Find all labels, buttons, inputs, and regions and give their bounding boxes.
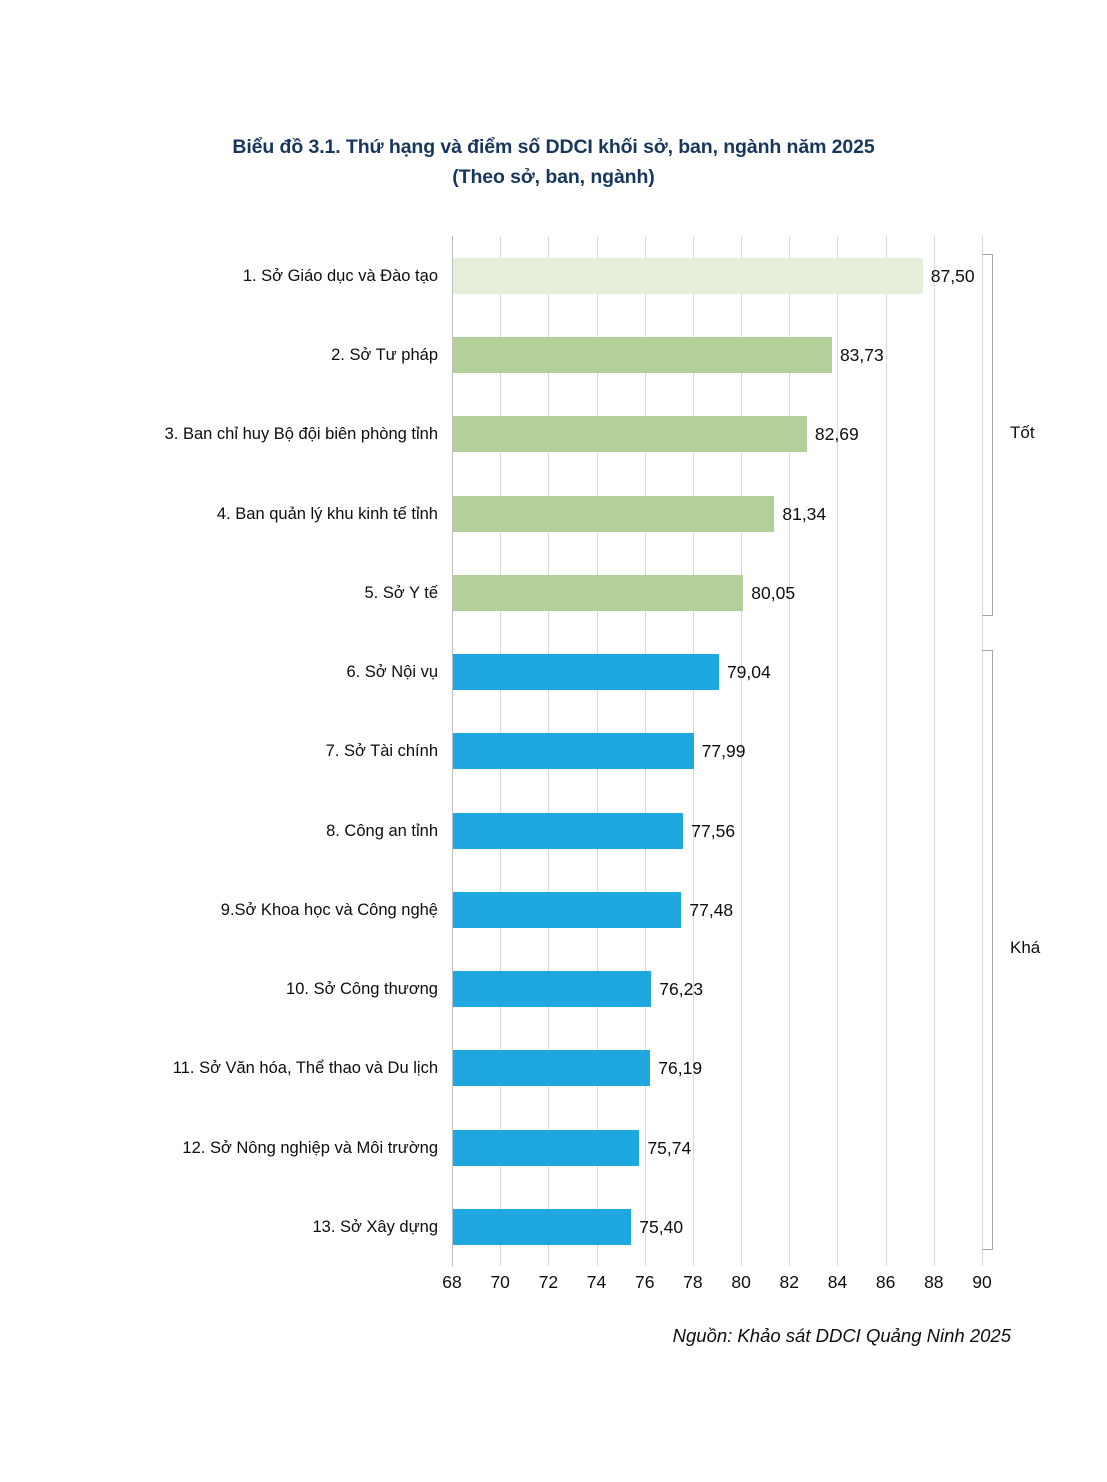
category-label: 13. Sở Xây dựng [312, 1217, 438, 1236]
bar-value-label: 75,74 [647, 1137, 692, 1158]
page-subtitle: (Theo sở, ban, ngành) [452, 166, 655, 188]
bar [453, 258, 923, 294]
bar-value-label: 77,48 [689, 899, 734, 920]
chart-row [364, 553, 982, 632]
bar-value-label: 77,56 [691, 820, 736, 841]
chart-row [286, 949, 982, 1028]
bar [453, 575, 743, 611]
x-tick-label: 88 [924, 1272, 944, 1292]
bar [453, 1209, 631, 1245]
bar-value-label: 76,23 [659, 979, 704, 1000]
bar-value-label: 82,69 [814, 424, 859, 445]
category-label: 7. Sở Tài chính [325, 742, 438, 761]
chart-row [172, 1028, 982, 1107]
chart-row [346, 632, 982, 711]
chart-row [242, 236, 982, 315]
bar-value-label: 83,73 [839, 345, 884, 366]
chart-title-block [0, 132, 1107, 192]
category-label: 5. Sở Y tế [364, 583, 438, 602]
bar-value-label: 87,50 [930, 266, 975, 286]
x-tick-label: 84 [827, 1272, 848, 1292]
bar [453, 971, 651, 1007]
bar [453, 496, 774, 532]
x-tick-label: 86 [875, 1272, 896, 1292]
chart-row [164, 394, 982, 473]
x-tick-label: 82 [779, 1272, 799, 1292]
category-label: 4. Ban quản lý khu kinh tế tỉnh [216, 504, 438, 523]
category-label: 12. Sở Nông nghiệp và Môi trường [182, 1138, 438, 1157]
bar-value-label: 79,04 [726, 662, 771, 683]
group-label: Tốt [1010, 423, 1035, 443]
page-title: Biểu đồ 3.1. Thứ hạng và điểm số DDCI khối sở, ban, ngành năm 2025 [232, 136, 875, 158]
group-bracket [982, 650, 993, 1250]
bar [453, 416, 807, 452]
chart-row [326, 791, 982, 870]
category-label: 1. Sở Giáo dục và Đào tạo [242, 267, 438, 285]
category-label: 11. Sở Văn hóa, Thể thao và Du lịch [172, 1059, 438, 1078]
bar [453, 1130, 639, 1166]
bar-value-label: 75,40 [639, 1216, 684, 1237]
bar [453, 654, 719, 690]
bar [453, 337, 832, 373]
chart-row [220, 870, 982, 949]
chart-row [182, 1108, 982, 1187]
bar-value-label: 80,05 [751, 582, 796, 603]
x-tick-label: 90 [972, 1272, 992, 1292]
bar [453, 1050, 650, 1086]
bar-value-label: 81,34 [782, 503, 827, 524]
x-tick-label: 70 [490, 1272, 510, 1292]
chart-row [325, 711, 982, 790]
bar [453, 813, 683, 849]
chart-row [312, 1187, 982, 1266]
chart-row [216, 474, 982, 553]
x-tick-label: 76 [634, 1272, 655, 1292]
category-label: 9.Sở Khoa học và Công nghệ [220, 900, 438, 919]
category-label: 3. Ban chỉ huy Bộ đội biên phòng tỉnh [164, 425, 438, 444]
bar-value-label: 77,99 [701, 741, 746, 762]
group-bracket [982, 254, 993, 616]
chart-row [331, 315, 982, 394]
x-tick-label: 68 [442, 1272, 462, 1292]
category-label: 8. Công an tỉnh [326, 821, 438, 840]
x-tick-label: 80 [731, 1272, 751, 1292]
x-tick-label: 74 [586, 1272, 607, 1292]
category-label: 6. Sở Nội vụ [346, 663, 438, 682]
group-label: Khá [1010, 938, 1041, 958]
x-tick-label: 78 [683, 1272, 703, 1292]
category-label: 2. Sở Tư pháp [331, 346, 438, 365]
chart-bars [164, 236, 982, 1266]
chart-plot-area [164, 236, 982, 1266]
category-label: 10. Sở Công thương [286, 980, 438, 999]
x-tick-label: 72 [538, 1272, 559, 1292]
source-note: Nguồn: Khảo sát DDCI Quảng Ninh 2025 [672, 1325, 1011, 1346]
bar [453, 733, 694, 769]
bar-value-label: 76,19 [658, 1058, 703, 1079]
x-axis-ticks [442, 1266, 992, 1306]
bar [453, 892, 681, 928]
